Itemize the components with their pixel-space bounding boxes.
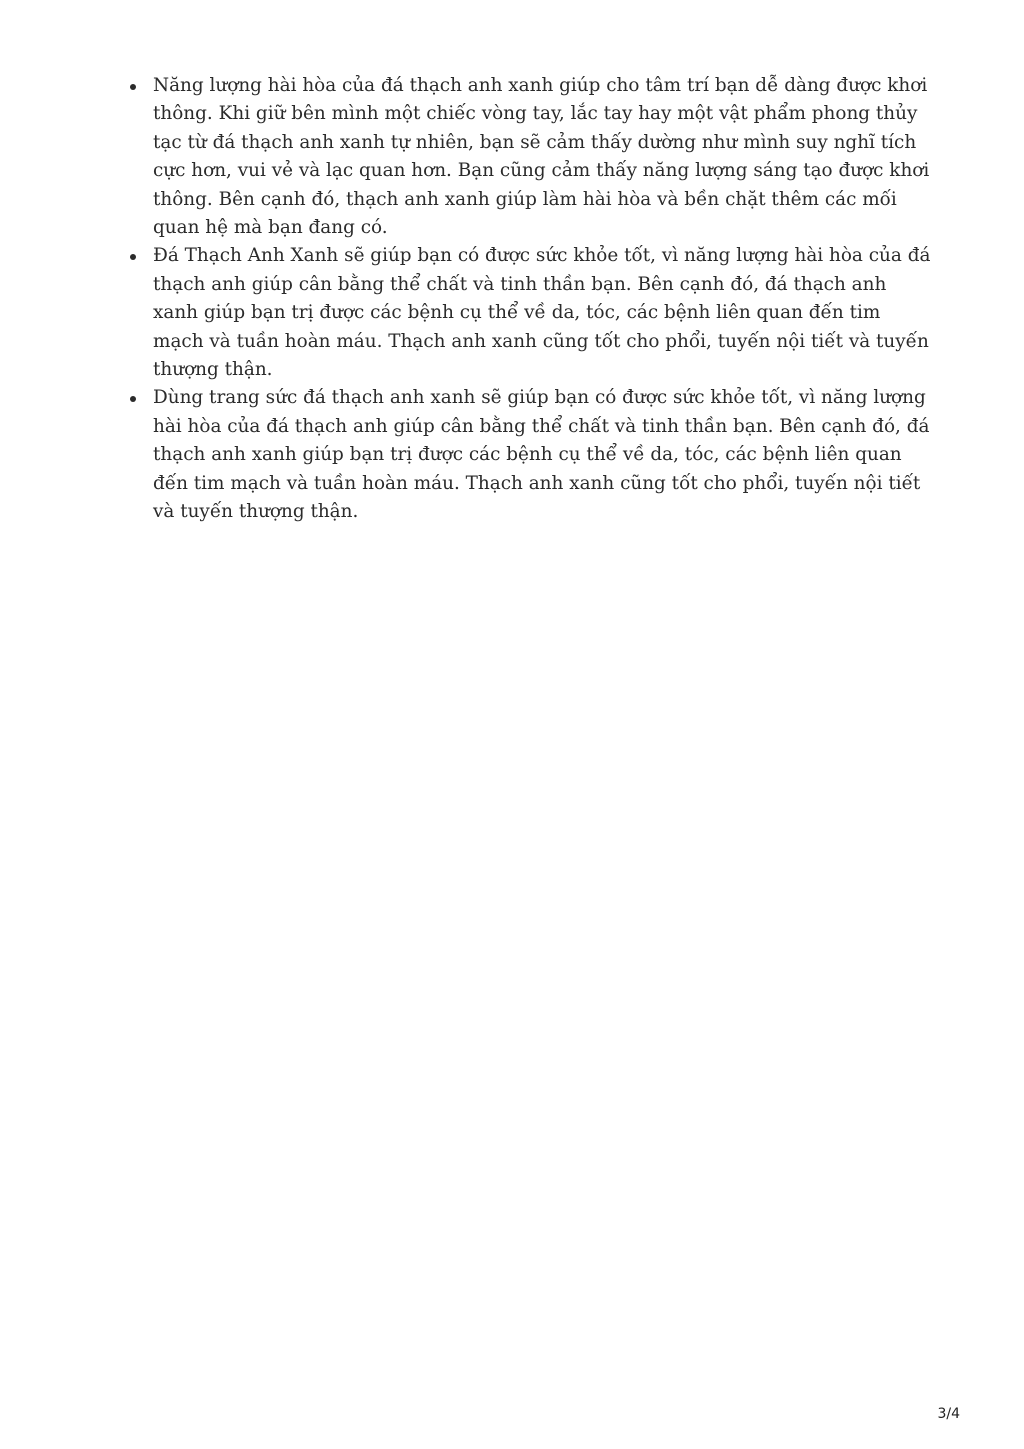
bullet-item-jewelry <box>153 384 933 526</box>
bullet-text: Dùng trang sức đá thạch anh xanh sẽ giúp bạn có được sức khỏe tốt, vì năng lượng hài hòa của đá thạch anh giúp cân bằng thể chất và tinh thần bạn. Bên cạnh đó, đá thạch anh xanh giúp bạn trị được các bệnh cụ thể về da, tóc, các bệnh liên quan đến tim mạch và tuần hoàn máu. Thạch anh xanh cũng tốt cho phổi, tuyến nội tiết và tuyến thượng thận. <box>153 387 930 523</box>
bullet-item-energy <box>153 72 933 242</box>
bullet-list <box>153 72 933 527</box>
bullet-dot-icon <box>130 396 136 402</box>
bullet-text: Đá Thạch Anh Xanh sẽ giúp bạn có được sức khỏe tốt, vì năng lượng hài hòa của đá thạch anh giúp cân bằng thể chất và tinh thần bạn. Bên cạnh đó, đá thạch anh xanh giúp bạn trị được các bệnh cụ thể về da, tóc, các bệnh liên quan đến tim mạch và tuần hoàn máu. Thạch anh xanh cũng tốt cho phổi, tuyến nội tiết và tuyến thượng thận. <box>153 245 931 381</box>
bullet-dot-icon <box>130 84 136 90</box>
document-body <box>153 72 933 527</box>
bullet-text: Năng lượng hài hòa của đá thạch anh xanh giúp cho tâm trí bạn dễ dàng được khơi thông. Khi giữ bên mình một chiếc vòng tay, lắc tay hay một vật phẩm phong thủy tạc từ đá thạch anh xanh tự nhiên, bạn sẽ cảm thấy dường như mình suy nghĩ tích cực hơn, vui vẻ và lạc quan hơn. Bạn cũng cảm thấy năng lượng sáng tạo được khơi thông. Bên cạnh đó, thạch anh xanh giúp làm hài hòa và bền chặt thêm các mối quan hệ mà bạn đang có. <box>153 75 930 239</box>
page-number: 3/4 <box>937 1406 960 1422</box>
bullet-dot-icon <box>130 254 136 260</box>
bullet-item-health <box>153 242 933 384</box>
